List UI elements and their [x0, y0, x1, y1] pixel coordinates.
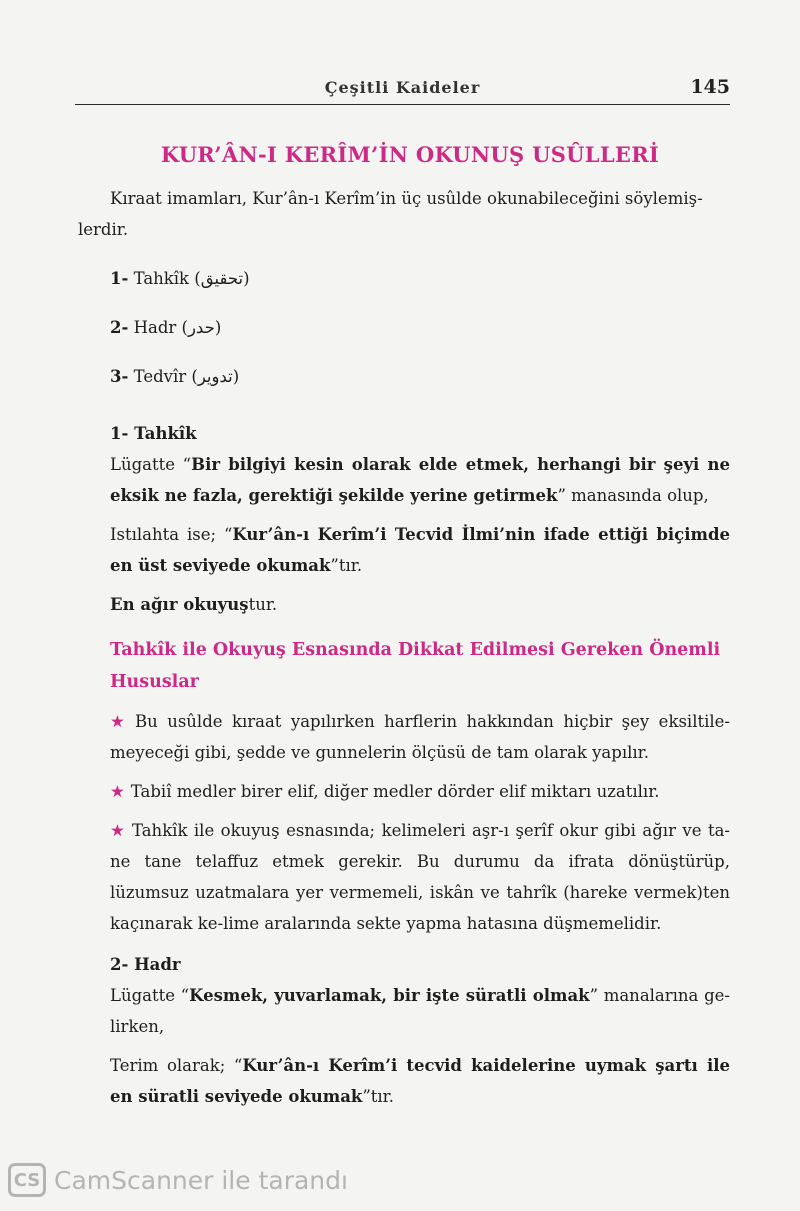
- tahkik-note: [110, 589, 730, 620]
- star-icon: ★: [110, 712, 129, 731]
- method-item-2: 2- Hadr (حدر): [110, 318, 222, 337]
- method-name: Tahkîk: [133, 269, 190, 288]
- text: ” manalarına ge-lirken,: [110, 986, 730, 1036]
- method-number: 3-: [110, 367, 129, 386]
- text: Lügatte “: [110, 986, 190, 1005]
- bullet-item: [110, 706, 730, 768]
- star-icon: ★: [110, 782, 125, 801]
- text: tur.: [248, 595, 278, 614]
- method-arabic: تحقيق: [200, 269, 244, 288]
- method-number: 2-: [110, 318, 129, 337]
- hadr-definition-term: [110, 1050, 730, 1112]
- method-name: Tedvîr: [133, 367, 187, 386]
- page-number: 145: [690, 76, 730, 98]
- star-icon: ★: [110, 821, 126, 840]
- tahkik-definition-term: [110, 519, 730, 581]
- method-number: 1-: [110, 269, 129, 288]
- bold-text: Kesmek, yuvarlamak, bir işte süratli olmak: [189, 986, 590, 1005]
- text: Istılahta ise; “: [110, 525, 233, 544]
- text: Lügatte “: [110, 455, 192, 474]
- section-heading-hadr: 2- Hadr: [110, 955, 181, 974]
- section-heading-tahkik: 1- Tahkîk: [110, 424, 197, 443]
- bullet-text: Tabiî medler birer elif, diğer medler dörder elif miktarı uzatılır.: [130, 782, 660, 801]
- page-content: [78, 142, 730, 1112]
- intro-paragraph: [110, 183, 730, 214]
- text: ” manasında olup,: [557, 486, 709, 505]
- bullet-item: [110, 815, 730, 939]
- method-arabic: حدر: [187, 318, 215, 337]
- watermark-text: CamScanner ile tarandı: [54, 1165, 348, 1195]
- bullet-item: [110, 776, 730, 807]
- method-item-3: 3- Tedvîr (تدوير): [110, 367, 240, 386]
- intro-line-2: lerdir.: [78, 220, 129, 239]
- text: ”tır.: [330, 556, 363, 575]
- method-arabic: تدوير: [197, 367, 233, 386]
- subheading-tahkik-rules: Tahkîk ile Okuyuş Esnasında Dikkat Edilmesi Gereken Önemli Hususlar: [110, 640, 721, 692]
- hadr-definition-lexical: [110, 980, 730, 1042]
- page-header: [75, 74, 730, 105]
- tahkik-definition-lexical: [110, 449, 730, 511]
- bullet-text: Bu usûlde kıraat yapılırken harflerin hakkından hiçbir şey eksiltile-meyeceği gibi, şedde ve gunnelerin ölçüsü de tam olarak yapılır.: [110, 712, 730, 762]
- chapter-title: KUR’ÂN-I KERÎM’İN OKUNUŞ USÛLLERİ: [160, 142, 660, 167]
- intro-line-1: Kıraat imamları, Kur’ân-ı Kerîm’in üç usûlde okunabileceğini söylemiş-: [110, 189, 703, 208]
- intro-paragraph-end: [78, 214, 730, 245]
- method-name: Hadr: [133, 318, 177, 337]
- method-item-1: 1- Tahkîk (تحقيق): [110, 269, 250, 288]
- bold-text: Kur’ân-ı Kerîm’i Tecvid İlmi’nin ifade ettiği biçimde en üst seviyede okumak: [110, 525, 730, 575]
- running-title: Çeşitli Kaideler: [324, 78, 481, 97]
- bold-text: En ağır okuyuş: [110, 595, 249, 614]
- text: ”tır.: [362, 1087, 395, 1106]
- bullet-text: Tahkîk ile okuyuş esnasında; kelimeleri aşr-ı şerîf okur gibi ağır ve ta-ne tane telaffuz etmek gerekir. Bu durumu da ifrata dönüştürüp, lüzumsuz uzatmalara yer vermemeli, iskân ve tahrîk (hareke vermek)ten kaçınarak ke-lime aralarında sekte yapma hatasına düşmemelidir.: [110, 821, 730, 933]
- scanner-watermark: [8, 1160, 348, 1200]
- text: Terim olarak; “: [110, 1056, 243, 1075]
- bold-text: Kur’ân-ı Kerîm’i tecvid kaidelerine uymak şartı ile en süratli seviyede okumak: [110, 1056, 730, 1106]
- bold-text: Bir bilgiyi kesin olarak elde etmek, herhangi bir şeyi ne eksik ne fazla, gerektiği şekilde yerine getirmek: [110, 455, 730, 505]
- camscanner-logo-icon: CS: [8, 1163, 46, 1197]
